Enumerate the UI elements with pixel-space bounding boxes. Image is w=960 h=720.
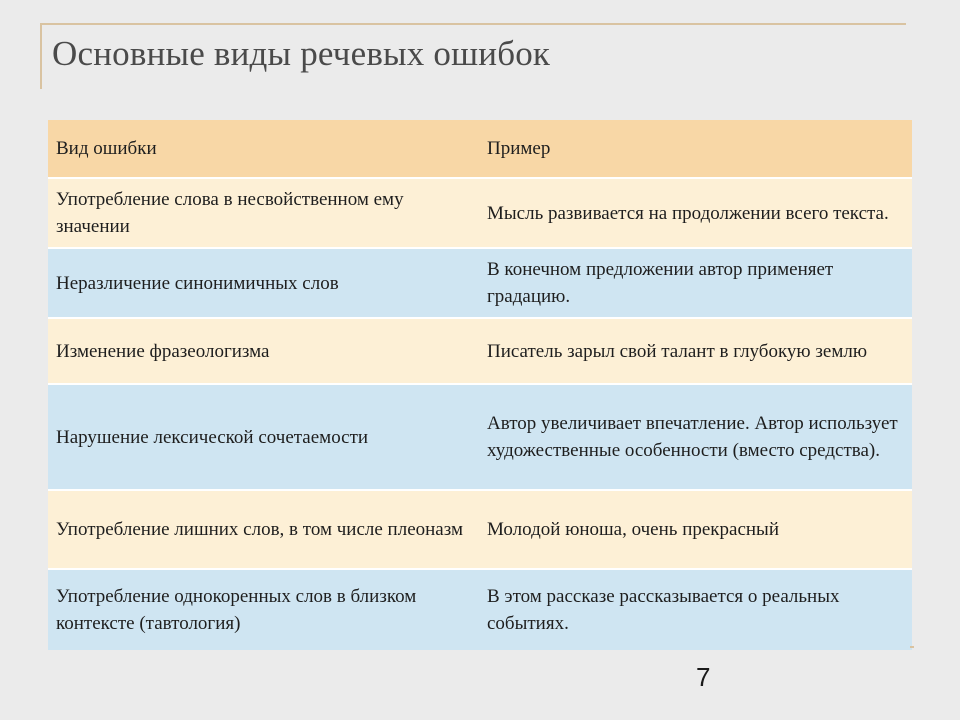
example-cell: Молодой юноша, очень прекрасный [487, 519, 779, 540]
header-cell-example: Пример [487, 138, 551, 159]
table-row [48, 568, 912, 650]
title-frame-top-line [40, 23, 906, 25]
errors-table [48, 120, 912, 650]
error-type-cell: Изменение фразеологизма [56, 340, 270, 362]
example-cell: В этом рассказе рассказывается о реальных событиях. [487, 586, 840, 634]
example-cell: Мысль развивается на продолжении всего текста. [487, 202, 889, 224]
table-row [48, 247, 912, 317]
page-number: 7 [696, 662, 711, 692]
error-type-cell: Неразличение синонимичных слов [56, 272, 339, 294]
slide-title: Основные виды речевых ошибок [52, 34, 551, 73]
example-cell: Писатель зарыл свой талант в глубокую землю [487, 340, 868, 362]
table-header-row [48, 120, 912, 177]
title-frame-left-line [40, 23, 42, 89]
error-type-cell: Употребление лишних слов, в том числе плеоназм [56, 519, 463, 540]
error-type-cell: Употребление слова в несвойственном ему значении [56, 189, 404, 237]
example-cell: В конечном предложении автор применяет градацию. [487, 259, 834, 307]
error-type-cell: Нарушение лексической сочетаемости [56, 426, 369, 448]
header-cell-error-type: Вид ошибки [56, 138, 157, 159]
example-cell: Автор увеличивает впечатление. Автор использует художественные особенности (вместо средства). [487, 413, 898, 461]
table-corner-mark [910, 646, 914, 648]
table-row [48, 383, 912, 489]
table-row [48, 317, 912, 383]
table-row [48, 489, 912, 568]
error-type-cell: Употребление однокоренных слов в близком контексте (тавтология) [56, 586, 417, 634]
table-row [48, 177, 912, 247]
